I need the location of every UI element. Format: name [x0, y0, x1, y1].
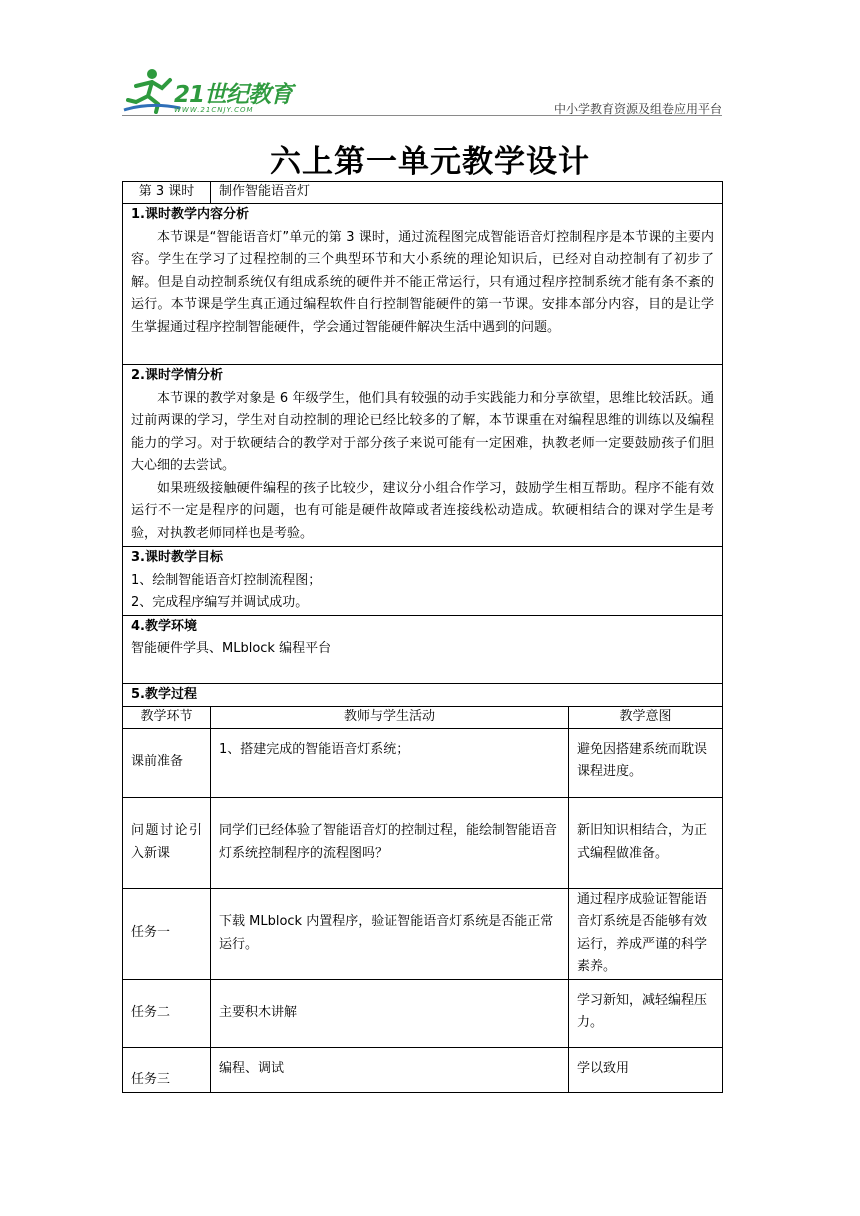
process-stage: 课前准备	[123, 728, 211, 797]
lesson-plan-table	[122, 181, 723, 1093]
section-title: 5.教学过程	[123, 683, 723, 706]
process-activity: 同学们已经体验了智能语音灯的控制过程，能绘制智能语音灯系统控制程序的流程图吗？	[211, 797, 569, 888]
section-content-analysis	[123, 204, 723, 365]
site-logo	[122, 66, 297, 116]
logo-url: WWW.21CNJY.COM	[174, 106, 254, 114]
logo-text: 21世纪教育	[174, 82, 293, 108]
section-student-analysis	[123, 365, 723, 547]
running-figure-icon	[122, 66, 182, 116]
section-paragraph: 本节课是“智能语音灯”单元的第 3 课时，通过流程图完成智能语音灯控制程序是本节课的主要内容。学生在学习了过程控制的三个典型环节和大小系统的理论知识后，已经对自动控制有了初步了解。但是自动控制系统仅有组成系统的硬件并不能正常运行，只有通过程序控制系统才能有条不紊的运行。本节课是学生真正通过编程软件自行控制智能硬件的第一节课。安排本部分内容，目的是让学生掌握通过程序控制智能硬件，学会通过智能硬件解决生活中遇到的问题。	[131, 229, 715, 335]
process-activity: 下载 MLblock 内置程序，验证智能语音灯系统是否能正常运行。	[211, 888, 569, 979]
process-activity: 编程、调试	[211, 1047, 569, 1092]
section-objectives	[123, 547, 723, 616]
section-title: 3.课时教学目标	[131, 550, 223, 565]
process-stage: 问题讨论引入新课	[123, 797, 211, 888]
column-header: 教学意图	[569, 706, 723, 728]
process-activity: 1、搭建完成的智能语音灯系统；	[211, 728, 569, 797]
process-intent: 学习新知，减轻编程压力。	[569, 979, 723, 1047]
objective-item: 2、完成程序编写并调试成功。	[131, 595, 309, 610]
column-header: 教师与学生活动	[211, 706, 569, 728]
process-header-row	[123, 706, 723, 728]
process-activity: 主要积木讲解	[211, 979, 569, 1047]
lesson-name: 制作智能语音灯	[211, 182, 723, 204]
process-row	[123, 1047, 723, 1092]
objective-item: 1、绘制智能语音灯控制流程图；	[131, 572, 322, 588]
process-row	[123, 728, 723, 797]
section-title: 4.教学环境	[131, 618, 197, 634]
process-stage: 任务二	[123, 979, 211, 1047]
header-divider	[122, 115, 722, 116]
process-intent: 通过程序成验证智能语音灯系统是否能够有效运行，养成严谨的科学素养。	[569, 888, 723, 979]
process-intent: 避免因搭建系统而耽误课程进度。	[569, 728, 723, 797]
page-header	[122, 66, 722, 118]
column-header: 教学环节	[123, 706, 211, 728]
header-tagline: 中小学教育资源及组卷应用平台	[553, 102, 722, 116]
process-row	[123, 797, 723, 888]
section-title: 1.课时教学内容分析	[131, 207, 249, 222]
process-row	[123, 979, 723, 1047]
lesson-info-row	[123, 182, 723, 204]
process-intent: 新旧知识相结合，为正式编程做准备。	[569, 797, 723, 888]
section-paragraph: 本节课的教学对象是 6 年级学生，他们具有较强的动手实践能力和分享欲望，思维比较活跃。通过前两课的学习，学生对自动控制的理论已经比较多的了解，本节课重在对编程思维的训练以及编程能力的学习。对于软硬结合的教学对于部分孩子来说可能有一定困难，执教老师一定要鼓励孩子们胆大心细的去尝试。	[131, 390, 715, 473]
lesson-number: 第 3 课时	[123, 182, 211, 204]
page-title: 六上第一单元教学设计	[270, 144, 590, 180]
environment-text: 智能硬件学具、MLblock 编程平台	[131, 641, 332, 656]
process-stage: 任务三	[123, 1047, 211, 1092]
section-paragraph: 如果班级接触硬件编程的孩子比较少，建议分小组合作学习，鼓励学生相互帮助。程序不能有效运行不一定是程序的问题，也有可能是硬件故障或者连接线松动造成。软硬相结合的课对学生是考验，对执教老师同样也是考验。	[131, 480, 715, 541]
section-title: 2.课时学情分析	[131, 368, 223, 383]
process-intent: 学以致用	[569, 1047, 723, 1092]
process-row	[123, 888, 723, 979]
section-environment	[123, 615, 723, 683]
process-stage: 任务一	[123, 888, 211, 979]
section-process-title	[123, 683, 723, 706]
